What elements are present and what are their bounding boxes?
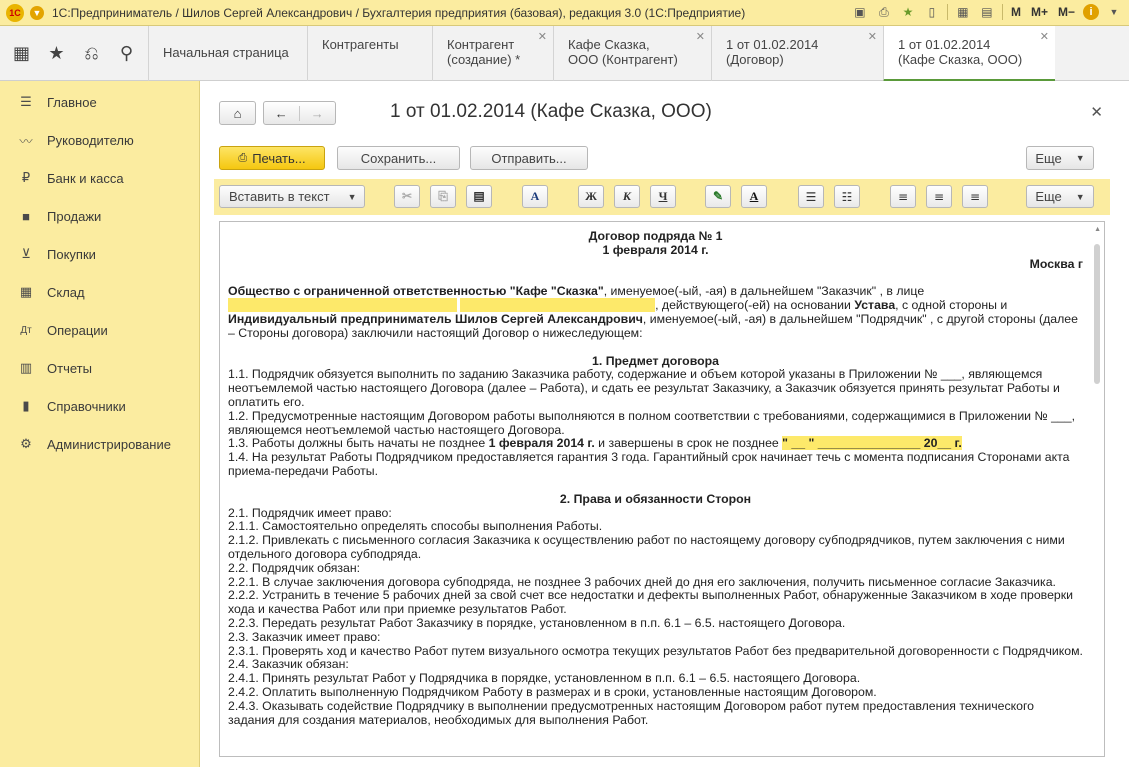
highlight-field[interactable] xyxy=(460,298,655,312)
close-icon[interactable]: ✕ xyxy=(1090,104,1103,121)
close-icon[interactable]: ✕ xyxy=(537,31,547,43)
ruble-icon: ₽ xyxy=(21,170,31,185)
font-icon[interactable]: A xyxy=(522,185,548,208)
tab-label: 1 от 01.02.2014 (Кафе Сказка, ООО) xyxy=(898,37,1023,67)
text-span: , именуемое(-ый, -ая) в дальнейшем "Заказчик" , в лице xyxy=(603,284,925,299)
tab-home[interactable] xyxy=(148,26,307,81)
sidebar-item-label: Операции xyxy=(47,322,108,338)
print-label: Печать... xyxy=(252,150,306,166)
scrollbar-thumb[interactable] xyxy=(1094,244,1100,384)
cut-icon[interactable]: ✂ xyxy=(394,185,420,208)
clause: 2.1.1. Самостоятельно определять способы выполнения Работы. xyxy=(228,519,603,534)
contractor-name: Индивидуальный предприниматель Шилов Сергей Александрович xyxy=(228,311,643,326)
clause: 2.3.1. Проверять ход и качество Работ путем визуального осмотра текущих результатов Работ без предварительной договоренности с Подрядчиком. xyxy=(228,643,1083,658)
start-date: 1 февраля 2014 г. xyxy=(488,436,595,451)
clause: 2.4.2. Оплатить выполненную Подрядчиком Работу в размерах и в сроки, установленные настоящим Договором. xyxy=(228,684,877,699)
clause: 1.1. Подрядчик обязуется выполнить по заданию Заказчика работу, содержание и объем которой указаны в Приложении № ___, являющемся неотъемлемой частью настоящего Договора (далее – Работа), и сдать ее результат Заказчику, а Заказчик обязуется принять результат Работы и оплатить его. xyxy=(228,367,1060,409)
send-button[interactable] xyxy=(470,146,588,170)
save-button[interactable] xyxy=(337,146,460,170)
sidebar-item-label: Банк и касса xyxy=(47,170,124,186)
align-left-icon[interactable]: ≡ xyxy=(890,185,916,208)
sidebar-item-operations[interactable] xyxy=(0,311,199,349)
search-icon[interactable]: ⚲ xyxy=(119,43,134,63)
bullet-list-icon[interactable]: ☰ xyxy=(798,185,824,208)
home-button[interactable] xyxy=(219,101,256,125)
clause: 2.3. Заказчик имеет право: xyxy=(228,629,381,644)
clause: 2.1.2. Привлекать с письменного согласия Заказчика к осуществлению работ по настоящему договору субподрядчиков, путем заключения с ними отдельного договора субподряда. xyxy=(228,533,1065,561)
tab-label: Контрагенты xyxy=(322,37,399,52)
tab-counterparty-create[interactable] xyxy=(432,26,553,81)
bag-icon: ■ xyxy=(22,208,30,224)
close-icon[interactable]: ✕ xyxy=(695,31,705,43)
text-span: , действующего(-ей) на основании xyxy=(655,298,851,313)
star-icon[interactable]: ★ xyxy=(48,43,65,63)
highlight-color-icon[interactable]: ✎ xyxy=(705,185,731,208)
app-logo: 1С xyxy=(6,4,24,22)
apps-grid-icon[interactable]: ▦ xyxy=(12,43,30,63)
doc-heading: Договор подряда № 1 xyxy=(588,229,723,243)
bold-icon[interactable]: Ж xyxy=(578,185,604,208)
memory-button[interactable]: M xyxy=(1010,5,1021,19)
align-center-icon[interactable]: ≡ xyxy=(926,185,952,208)
document-icon[interactable]: ▯ xyxy=(928,5,936,19)
document-editor[interactable] xyxy=(219,221,1105,757)
paste-icon[interactable]: ▤ xyxy=(466,185,492,208)
save-disk-icon[interactable]: ▣ xyxy=(854,5,866,19)
tabs-bar xyxy=(0,26,1129,81)
toolbar-left xyxy=(0,26,148,81)
bar-chart-icon: ▥ xyxy=(19,360,33,375)
text-span: 1.3. Работы должны быть начаты не позднее xyxy=(228,436,486,451)
save-label: Сохранить... xyxy=(360,150,437,166)
clause: 2.4.3. Оказывать содействие Подрядчику в выполнении предусмотренных настоящим Договором работ путем предоставления технического задания для создания материалов, необходимых для выполнения Работ. xyxy=(228,698,1035,727)
clause: 2.2.2. Устранить в течение 5 рабочих дней за свой счет все недостатки и дефекты выполненных Работ, обнаруженные Заказчиком в ходе проверки хода и качества Работ или при приемке результатов Работ. xyxy=(228,588,1073,617)
print-button[interactable] xyxy=(219,146,325,170)
sidebar-item-bank[interactable] xyxy=(0,159,199,197)
sidebar-item-label: Отчеты xyxy=(47,360,92,376)
more-label: Еще xyxy=(1035,189,1062,204)
favorites-icon[interactable]: ★ xyxy=(902,5,914,19)
copy-icon[interactable]: ⎘ xyxy=(430,185,456,208)
sidebar-item-warehouse[interactable] xyxy=(0,273,199,311)
clause: 1.4. На результат Работы Подрядчиком предоставляется гарантия 3 года. Гарантийный срок начинает течь с момента подписания Сторонами акта приема-передачи Работы. xyxy=(228,450,1070,478)
clause: 2.4. Заказчик обязан: xyxy=(228,657,349,672)
underline-icon[interactable]: Ч xyxy=(650,185,676,208)
debit-credit-icon: Дт xyxy=(20,324,32,336)
main-menu-icon[interactable]: ▼ xyxy=(30,6,44,20)
close-icon[interactable]: ✕ xyxy=(867,31,877,43)
tab-label: 1 от 01.02.2014 (Договор) xyxy=(726,37,819,67)
format-toolbar xyxy=(214,179,1110,215)
sidebar-item-manager[interactable] xyxy=(0,121,199,159)
section-heading: 2. Права и обязанности Сторон xyxy=(559,491,752,506)
clause: 2.2. Подрядчик обязан: xyxy=(228,560,361,575)
chevron-down-icon[interactable]: ▼ xyxy=(1109,7,1119,17)
arrow-left-icon[interactable]: ← xyxy=(264,106,300,121)
clause: 2.1. Подрядчик имеет право: xyxy=(228,505,392,520)
grid-icon: ▦ xyxy=(19,284,33,299)
main-panel xyxy=(201,81,1129,767)
sidebar-item-label: Продажи xyxy=(47,208,102,224)
sidebar-item-sales[interactable] xyxy=(0,197,199,235)
sidebar-item-label: Главное xyxy=(47,94,97,110)
more-button[interactable] xyxy=(1026,146,1094,170)
basis-name: Устава xyxy=(854,298,896,313)
title-tools xyxy=(851,3,1123,21)
text-span: , именуемое(-ый, -ая) в дальнейшем "Подрядчик" , с другой стороны (далее – Стороны договора) заключили настоящий Договор о нижеследующем: xyxy=(228,311,1078,340)
chevron-down-icon: ▼ xyxy=(347,191,357,202)
memory-minus-button[interactable]: M− xyxy=(1057,5,1075,19)
insert-label: Вставить в текст xyxy=(229,189,330,204)
sidebar-item-label: Справочники xyxy=(47,398,126,414)
italic-icon[interactable]: К xyxy=(614,185,640,208)
customer-name: Общество с ограниченной ответственностью "Кафе "Сказка" xyxy=(228,284,604,299)
insert-into-text-select[interactable] xyxy=(219,185,365,208)
sidebar-item-label: Руководителю xyxy=(47,132,134,148)
tab-label: Кафе Сказка, ООО (Контрагент) xyxy=(568,37,678,67)
memory-plus-button[interactable]: M+ xyxy=(1030,5,1048,19)
cart-icon: ⊻ xyxy=(21,246,31,261)
sidebar-item-purchases[interactable] xyxy=(0,235,199,273)
book-icon: ▮ xyxy=(22,398,30,413)
send-label: Отправить... xyxy=(491,150,567,166)
highlight-field[interactable] xyxy=(228,298,457,312)
info-icon[interactable]: i xyxy=(1083,4,1099,20)
numbered-list-icon[interactable]: ☷ xyxy=(834,185,860,208)
sidebar xyxy=(0,81,200,767)
sidebar-item-label: Склад xyxy=(47,284,85,300)
chevron-down-icon: ▼ xyxy=(1075,191,1085,202)
close-icon[interactable]: ✕ xyxy=(1039,31,1049,43)
clause: 2.4.1. Принять результат Работ у Подрядчика в порядке, установленном в п.п. 6.1 – 6.5. настоящего Договора. xyxy=(228,671,861,686)
section-heading: 1. Предмет договора xyxy=(592,353,719,368)
separator xyxy=(947,4,948,20)
more-format-button[interactable] xyxy=(1026,185,1094,208)
clause: 2.2.3. Передать результат Работ Заказчику в порядке, установленном в п.п. 6.1 – 6.5. настоящего Договора. xyxy=(228,615,846,630)
gear-icon: ⚙ xyxy=(20,436,32,451)
print-icon[interactable]: ⎙ xyxy=(879,4,889,19)
tab-label: Начальная страница xyxy=(163,45,289,60)
text-color-icon[interactable]: A xyxy=(741,185,767,208)
sidebar-item-label: Администрирование xyxy=(47,436,171,452)
page-title: 1 от 01.02.2014 (Кафе Сказка, ООО) xyxy=(390,101,712,122)
menu-icon: ☰ xyxy=(20,94,32,109)
doc-date: 1 февраля 2014 г. xyxy=(602,242,709,257)
doc-city: Москва г xyxy=(1029,256,1083,271)
window-title: 1С:Предприниматель / Шилов Сергей Александрович / Бухгалтерия предприятия (базовая), редакция 3.0 (1С:Предприятие) xyxy=(52,5,746,20)
sidebar-item-main[interactable] xyxy=(0,83,199,121)
title-bar xyxy=(0,0,1129,26)
clause xyxy=(228,437,1083,451)
sidebar-item-label: Покупки xyxy=(47,246,96,262)
tab-counterparties[interactable] xyxy=(307,26,432,81)
doc-paragraph xyxy=(228,285,1083,340)
separator xyxy=(1002,4,1003,20)
chevron-down-icon: ▼ xyxy=(1075,153,1085,163)
calendar-icon[interactable]: ▤ xyxy=(981,5,993,19)
sidebar-item-reports[interactable] xyxy=(0,349,199,387)
printer-icon: ⎙ xyxy=(238,151,248,164)
clause: 1.2. Предусмотренные настоящим Договором работы выполняются в полном соответствии с требованиями, содержащимися в Приложении № ___, являющемся неотъемлемой частью настоящего Договора. xyxy=(228,408,1076,437)
home-icon: ⌂ xyxy=(233,105,242,121)
sidebar-item-admin[interactable] xyxy=(0,425,199,463)
chart-line-icon: 〰 xyxy=(19,133,33,149)
scroll-up-icon[interactable]: ▲ xyxy=(1094,226,1101,233)
tab-cafe-skazka[interactable] xyxy=(553,26,711,81)
tab-contract[interactable] xyxy=(711,26,883,81)
sidebar-item-references[interactable] xyxy=(0,387,199,425)
align-right-icon[interactable]: ≡ xyxy=(962,185,988,208)
arrow-right-icon[interactable]: → xyxy=(310,105,324,121)
text-span: и завершены в срок не позднее xyxy=(598,436,779,451)
end-date-field[interactable]: " __ " _______________ 20__ г. xyxy=(782,436,962,451)
history-icon[interactable]: ⎌ xyxy=(84,43,99,63)
tab-label: Контрагент (создание) * xyxy=(447,37,521,67)
text-span: , с одной стороны и xyxy=(895,298,1008,313)
tab-contract-document[interactable] xyxy=(883,26,1055,82)
document-text xyxy=(228,230,1083,727)
clause: 2.2.1. В случае заключения договора субподряда, не позднее 3 рабочих дней до дня его заключения, получить письменное согласие Заказчика. xyxy=(228,574,1056,589)
nav-back-forward xyxy=(263,101,336,125)
calculator-icon[interactable]: ▦ xyxy=(957,5,969,19)
more-label: Еще xyxy=(1035,150,1062,166)
